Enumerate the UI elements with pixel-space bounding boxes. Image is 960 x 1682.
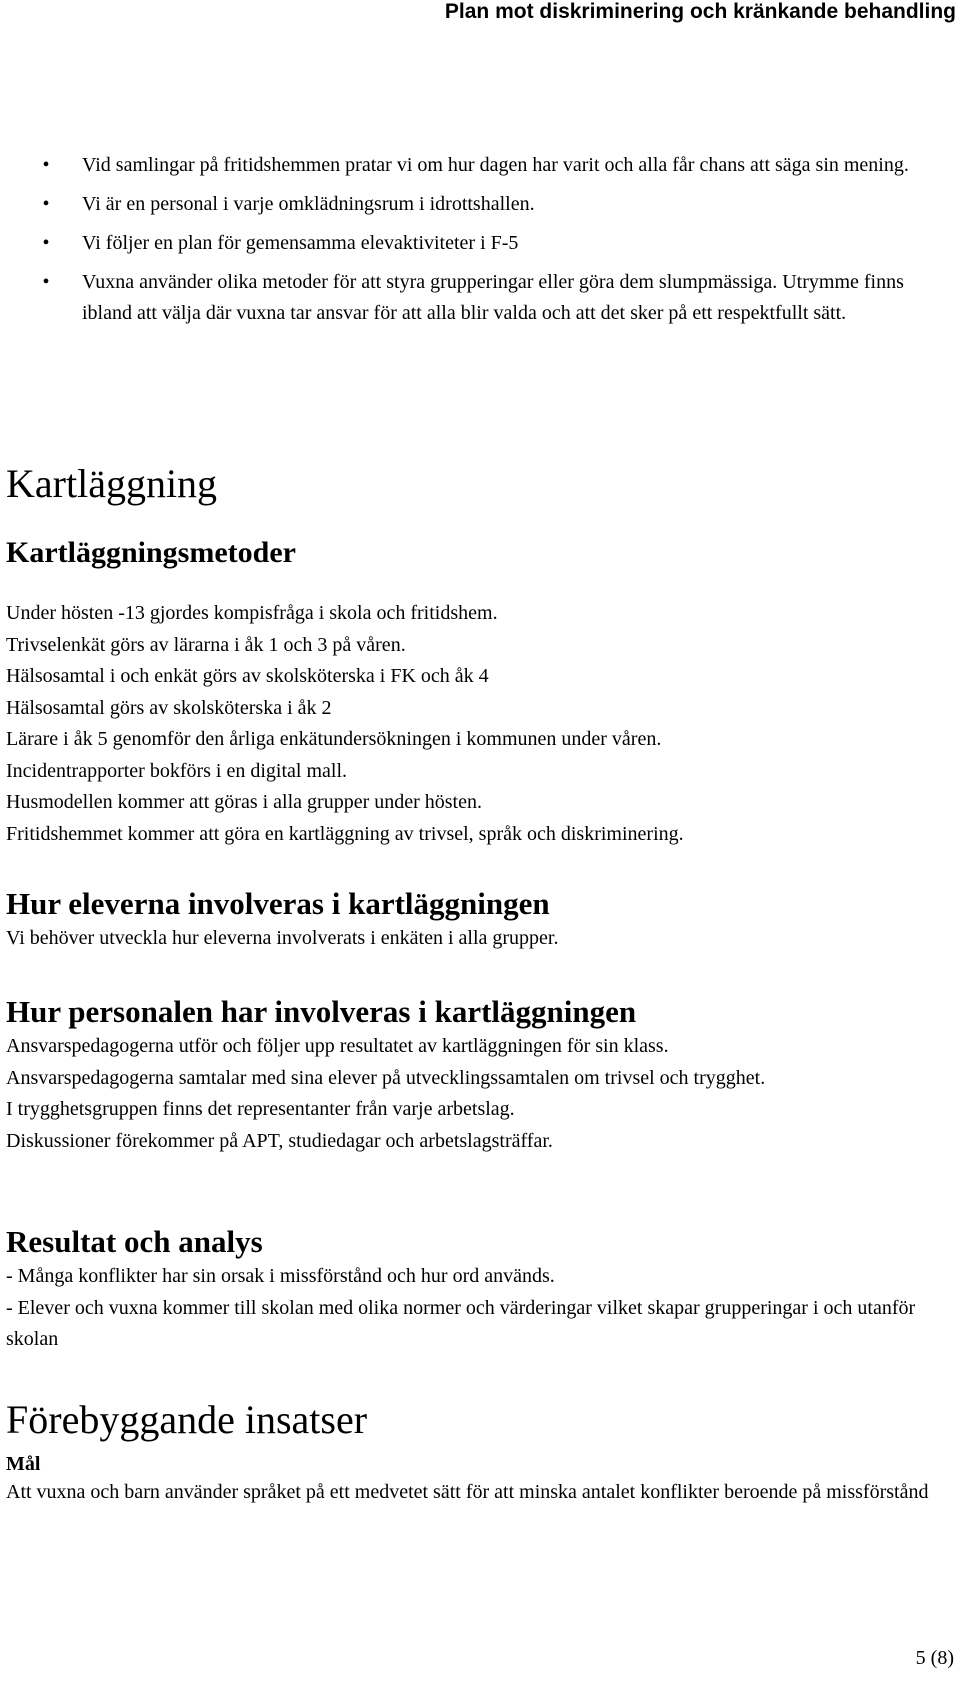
paragraph-line: - Elever och vuxna kommer till skolan med olika normer och värderingar vilket skapar grupperingar i och utanför skolan: [6, 1296, 916, 1350]
paragraph-line: Hälsosamtal görs av skolsköterska i åk 2: [6, 696, 332, 719]
section-heading: Förebyggande insatser: [6, 1397, 368, 1442]
list-item: [0, 267, 960, 329]
paragraph-line: Fritidshemmet kommer att göra en kartläggning av trivsel, språk och diskriminering.: [6, 822, 684, 845]
section-heading: Resultat och analys: [6, 1224, 263, 1259]
paragraph-line: Under hösten -13 gjordes kompisfråga i skola och fritidshem.: [6, 602, 498, 624]
paragraph-line: Incidentrapporter bokförs i en digital mall.: [6, 759, 348, 782]
list-item-text: Vi följer en plan för gemensamma elevaktiviteter i F-5: [82, 232, 519, 254]
list-item-text: Vi är en personal i varje omklädningsrum i idrottshallen.: [82, 193, 535, 215]
bullet-icon: •: [42, 193, 50, 215]
section-personal: [6, 993, 951, 1157]
document-header-title: Plan mot diskriminering och kränkande behandling: [444, 0, 956, 23]
section-heading: Hur personalen har involveras i kartläggningen: [6, 994, 637, 1029]
list-item: [0, 150, 960, 181]
paragraph-line: Husmodellen kommer att göras i alla grupper under hösten.: [6, 791, 482, 813]
paragraph-line: Ansvarspedagogerna samtalar med sina elever på utvecklingssamtalen om trivsel och trygghet.: [6, 1066, 766, 1089]
subsection-heading: Kartläggningsmetoder: [6, 536, 296, 569]
list-item: [0, 228, 960, 259]
section-heading: Kartläggning: [6, 461, 218, 506]
bullet-icon: •: [42, 271, 50, 293]
paragraph-line: Ansvarspedagogerna utför och följer upp resultatet av kartläggningen för sin klass.: [6, 1035, 669, 1057]
section-forebyggande: [6, 1397, 951, 1509]
paragraph-line: Vi behöver utveckla hur eleverna involverats i enkäten i alla grupper.: [6, 927, 559, 949]
bullet-icon: •: [42, 232, 50, 254]
paragraph-line: Trivselenkät görs av lärarna i åk 1 och 3 på våren.: [6, 633, 406, 656]
section-kartlaggning: [6, 460, 951, 508]
page-number: 5 (8): [915, 1647, 954, 1669]
list-item: [0, 189, 960, 220]
list-item-text: Vid samlingar på fritidshemmen pratar vi om hur dagen har varit och alla får chans att säga sin mening.: [82, 154, 909, 176]
section-heading: Hur eleverna involveras i kartläggningen: [6, 886, 550, 921]
subsection-heading: Mål: [6, 1453, 41, 1475]
section-elever: [6, 885, 951, 955]
paragraph-line: Diskussioner förekommer på APT, studiedagar och arbetslagsträffar.: [6, 1129, 553, 1152]
paragraph-line: Lärare i åk 5 genomför den årliga enkätundersökningen i kommunen under våren.: [6, 728, 662, 750]
paragraph-line: Att vuxna och barn använder språket på ett medvetet sätt för att minska antalet konflikter beroende på missförstånd: [6, 1481, 929, 1503]
paragraph-line: - Många konflikter har sin orsak i missförstånd och hur ord används.: [6, 1265, 555, 1287]
section-resultat: [6, 1223, 951, 1356]
paragraph-line: Hälsosamtal i och enkät görs av skolsköterska i FK och åk 4: [6, 665, 489, 687]
bullet-icon: •: [42, 154, 50, 176]
kartlaggning-body: [6, 598, 951, 850]
bullet-list: [0, 150, 960, 337]
list-item-text: Vuxna använder olika metoder för att styra grupperingar eller göra dem slumpmässiga. Utrymme finns ibland att välja där vuxna tar ansvar för att alla blir valda och att det sker på ett respektfullt sätt.: [82, 271, 904, 324]
subsection-kartlaggningsmetoder: [6, 534, 951, 572]
paragraph-line: I trygghetsgruppen finns det representanter från varje arbetslag.: [6, 1098, 515, 1120]
